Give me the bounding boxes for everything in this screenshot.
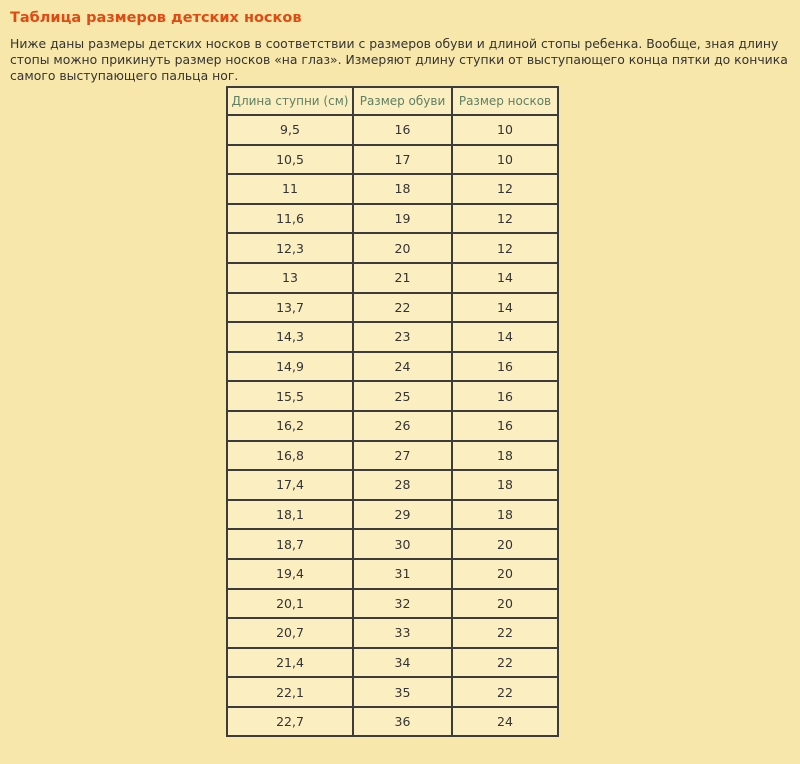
column-header-foot-length: Длина ступни (см) bbox=[227, 87, 353, 115]
table-cell-shoe-size: 31 bbox=[353, 559, 452, 589]
table-cell-sock-size: 16 bbox=[452, 352, 558, 382]
table-row bbox=[227, 174, 558, 204]
table-cell-foot-length: 14,3 bbox=[227, 322, 353, 352]
table-cell-sock-size: 22 bbox=[452, 677, 558, 707]
table-cell-shoe-size: 36 bbox=[353, 707, 452, 737]
table-cell-shoe-size: 25 bbox=[353, 381, 452, 411]
table-cell-sock-size: 22 bbox=[452, 648, 558, 678]
table-cell-foot-length: 13 bbox=[227, 263, 353, 293]
table-cell-foot-length: 16,8 bbox=[227, 441, 353, 471]
table-cell-foot-length: 11,6 bbox=[227, 204, 353, 234]
table-cell-sock-size: 16 bbox=[452, 411, 558, 441]
table-cell-foot-length: 22,7 bbox=[227, 707, 353, 737]
table-cell-shoe-size: 17 bbox=[353, 145, 452, 175]
table-cell-foot-length: 10,5 bbox=[227, 145, 353, 175]
table-row bbox=[227, 589, 558, 619]
table-cell-foot-length: 12,3 bbox=[227, 233, 353, 263]
size-table-container bbox=[226, 86, 559, 737]
table-cell-sock-size: 14 bbox=[452, 322, 558, 352]
table-row bbox=[227, 263, 558, 293]
table-cell-shoe-size: 27 bbox=[353, 441, 452, 471]
table-cell-sock-size: 10 bbox=[452, 115, 558, 145]
table-row bbox=[227, 500, 558, 530]
intro-paragraph: Ниже даны размеры детских носков в соответствии с размеров обуви и длиной стопы ребенка. Вообще, зная длину стопы можно прикинуть размер носков «на глаз». Измеряют длину ступки от выступающего конца пятки до кончика самого выступающего пальца ног. bbox=[10, 36, 788, 83]
table-cell-sock-size: 18 bbox=[452, 441, 558, 471]
table-cell-shoe-size: 33 bbox=[353, 618, 452, 648]
table-cell-foot-length: 18,7 bbox=[227, 529, 353, 559]
table-cell-shoe-size: 24 bbox=[353, 352, 452, 382]
column-header-sock-size: Размер носков bbox=[452, 87, 558, 115]
table-cell-foot-length: 9,5 bbox=[227, 115, 353, 145]
table-row bbox=[227, 411, 558, 441]
table-cell-shoe-size: 18 bbox=[353, 174, 452, 204]
table-row bbox=[227, 677, 558, 707]
table-cell-sock-size: 12 bbox=[452, 204, 558, 234]
table-cell-foot-length: 17,4 bbox=[227, 470, 353, 500]
table-cell-foot-length: 21,4 bbox=[227, 648, 353, 678]
table-row bbox=[227, 648, 558, 678]
table-cell-foot-length: 19,4 bbox=[227, 559, 353, 589]
table-row bbox=[227, 115, 558, 145]
table-row bbox=[227, 707, 558, 737]
table-cell-sock-size: 20 bbox=[452, 559, 558, 589]
table-row bbox=[227, 470, 558, 500]
table-cell-sock-size: 12 bbox=[452, 233, 558, 263]
table-cell-shoe-size: 23 bbox=[353, 322, 452, 352]
table-row bbox=[227, 322, 558, 352]
table-cell-foot-length: 16,2 bbox=[227, 411, 353, 441]
table-cell-sock-size: 24 bbox=[452, 707, 558, 737]
table-cell-foot-length: 22,1 bbox=[227, 677, 353, 707]
table-cell-shoe-size: 20 bbox=[353, 233, 452, 263]
table-row bbox=[227, 529, 558, 559]
table-cell-shoe-size: 34 bbox=[353, 648, 452, 678]
table-row bbox=[227, 233, 558, 263]
table-cell-sock-size: 18 bbox=[452, 470, 558, 500]
table-cell-sock-size: 12 bbox=[452, 174, 558, 204]
table-cell-shoe-size: 26 bbox=[353, 411, 452, 441]
column-header-shoe-size: Размер обуви bbox=[353, 87, 452, 115]
table-row bbox=[227, 293, 558, 323]
table-cell-foot-length: 20,7 bbox=[227, 618, 353, 648]
table-row bbox=[227, 559, 558, 589]
table-row bbox=[227, 145, 558, 175]
table-row bbox=[227, 204, 558, 234]
table-cell-foot-length: 18,1 bbox=[227, 500, 353, 530]
table-cell-shoe-size: 19 bbox=[353, 204, 452, 234]
table-cell-shoe-size: 21 bbox=[353, 263, 452, 293]
table-cell-shoe-size: 29 bbox=[353, 500, 452, 530]
table-cell-foot-length: 11 bbox=[227, 174, 353, 204]
table-cell-shoe-size: 35 bbox=[353, 677, 452, 707]
table-cell-sock-size: 14 bbox=[452, 263, 558, 293]
table-cell-sock-size: 14 bbox=[452, 293, 558, 323]
table-row bbox=[227, 352, 558, 382]
page-title: Таблица размеров детских носков bbox=[10, 10, 302, 26]
table-cell-foot-length: 14,9 bbox=[227, 352, 353, 382]
table-cell-sock-size: 10 bbox=[452, 145, 558, 175]
socks-size-table bbox=[226, 86, 559, 737]
table-cell-sock-size: 20 bbox=[452, 529, 558, 559]
table-cell-foot-length: 20,1 bbox=[227, 589, 353, 619]
table-cell-shoe-size: 22 bbox=[353, 293, 452, 323]
table-header-row bbox=[227, 87, 558, 115]
table-row bbox=[227, 381, 558, 411]
table-cell-sock-size: 18 bbox=[452, 500, 558, 530]
table-cell-shoe-size: 32 bbox=[353, 589, 452, 619]
table-cell-sock-size: 16 bbox=[452, 381, 558, 411]
table-row bbox=[227, 441, 558, 471]
table-cell-shoe-size: 16 bbox=[353, 115, 452, 145]
table-cell-shoe-size: 30 bbox=[353, 529, 452, 559]
table-cell-sock-size: 20 bbox=[452, 589, 558, 619]
table-cell-foot-length: 15,5 bbox=[227, 381, 353, 411]
table-row bbox=[227, 618, 558, 648]
table-cell-foot-length: 13,7 bbox=[227, 293, 353, 323]
table-cell-sock-size: 22 bbox=[452, 618, 558, 648]
table-cell-shoe-size: 28 bbox=[353, 470, 452, 500]
